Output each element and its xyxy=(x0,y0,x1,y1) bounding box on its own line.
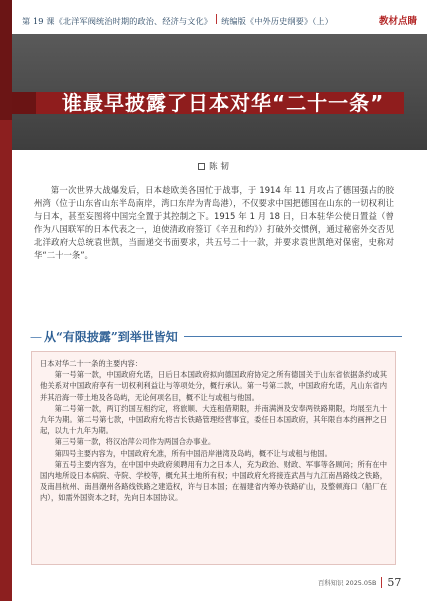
left-accent-stripe xyxy=(0,0,12,601)
author-name: 陈 韧 xyxy=(209,162,229,172)
section-header-label: 从“有限披露”到举世皆知 xyxy=(44,330,178,344)
intro-text xyxy=(34,184,394,262)
document-paragraph: 第一号第一款，中国政府允诺，日后日本国政府拟向德国政府协定之所有德国关于山东省依据条约或其他关系对中国政府享有一切权利利益让与等项处分，概行承认。第一号第二款，中国政府允诺，凡山东省内并其沿海一带土地及各岛屿，无论何项名目，概不让与或租与他国。 xyxy=(40,370,387,402)
document-paragraph: 第五号主要内容为，在中国中央政府须聘用有力之日本人，充为政治、财政、军事等各顾问；所有在中国内地所设日本病院、寺院、学校等，概允其土地所有权；中国政府允将接连武昌与九江南昌路线之铁路，及南昌杭州、南昌潮州各路线铁路之建造权，许与日本国；在福建省内筹办铁路矿山，及整顿海口（船厂在内），如需外国资本之时，先向日本国协议。 xyxy=(40,459,387,503)
article-title: 谁最早披露了日本对华“二十一条” xyxy=(62,91,385,115)
running-head xyxy=(22,12,417,28)
footer-separator xyxy=(381,577,382,588)
running-head-section: 教材点睛 xyxy=(378,16,417,27)
running-head-separator xyxy=(216,14,217,24)
intro-paragraph: 第一次世界大战爆发后，日本趁欧美各国忙于战事，于 1914 年 11 月攻占了德国强占的胶州湾（位于山东省山东半岛南岸，湾口东岸为青岛港），不仅要求中国把德国在山东的一切权利让与日本，甚至妄图将中国完全置于其控制之下。1915 年 1 月 18 日，日本驻华公使日置益（曾作为八国联军的日本代表之一，迫使清政府签订《辛丑和约》）打破外交惯例，通过秘密外交否见北洋政府大总统袁世凯，当面递交书面要求，共五号二十一款，并要求袁世凯绝对保密，史称对华“二十一条”。 xyxy=(34,185,394,260)
section-header-title xyxy=(30,327,184,347)
section-header xyxy=(30,327,402,347)
author-line xyxy=(0,160,427,172)
left-accent-stripe-top xyxy=(0,0,12,120)
author-box-icon xyxy=(198,163,205,170)
document-paragraph: 第三号第一款，将汉冶萍公司作为两国合办事业。 xyxy=(54,437,216,447)
document-paragraph: 第四号主要内容为，中国政府允准，所有中国沿岸港湾及岛屿，概不让与或租与他国。 xyxy=(54,448,332,458)
document-heading: 日本对华二十一条的主要内容： xyxy=(40,359,143,368)
running-head-textbook: 统编版《中外历史纲要》（上） xyxy=(221,15,333,26)
section-header-dash: — xyxy=(30,330,42,344)
document-paragraph: 第二号第一款，两订约国互相约定，将旅顺、大连租借期限，并南满洲及安奉两铁路期限，均展至九十九年为期。第二号第七款，中国政府允将吉长铁路管理经营事宜，委任日本国政府，其年限自本约画押之日起，以九十九年为期。 xyxy=(40,403,387,436)
page-footer xyxy=(318,574,401,590)
title-bar-shadow xyxy=(12,92,36,114)
title-banner xyxy=(12,34,427,150)
footer-journal: 百科知识 2025.05B xyxy=(318,578,377,587)
document-excerpt-box xyxy=(31,351,396,565)
running-head-lesson-title: 第 19 课《北洋军阀统治时期的政治、经济与文化》 xyxy=(22,15,213,26)
page-number: 57 xyxy=(387,575,402,589)
running-head-lesson xyxy=(22,14,379,27)
